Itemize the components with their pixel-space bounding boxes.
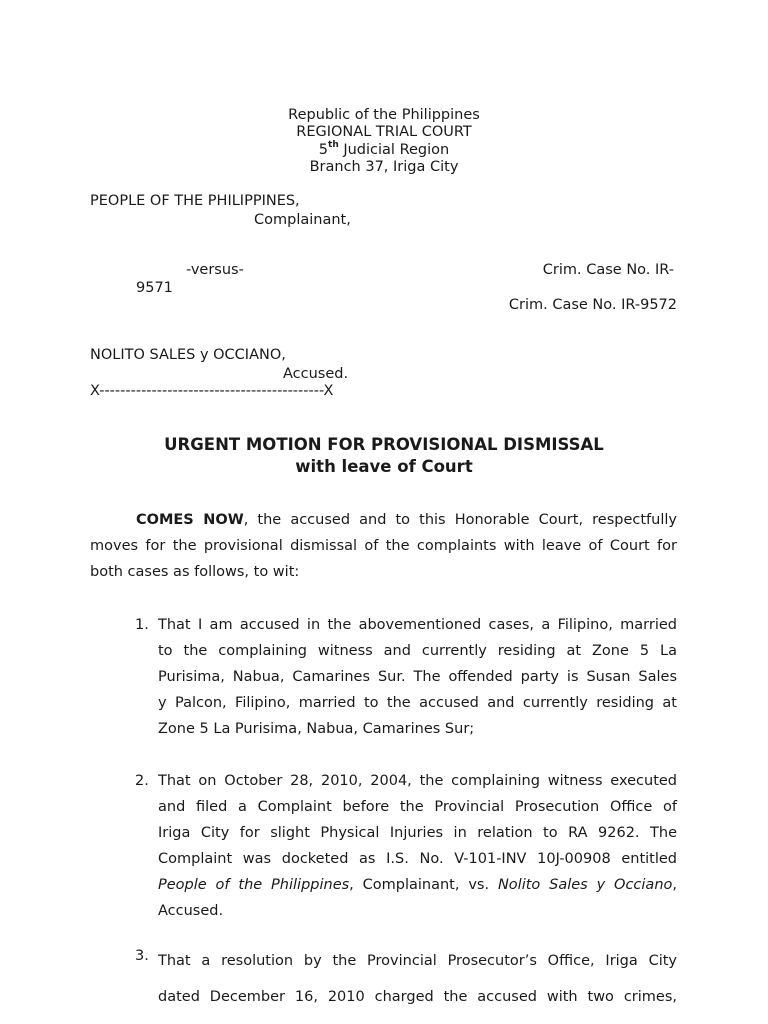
item-line: That I am accused in the abovementioned cases, a Filipino, married	[158, 617, 677, 633]
plaintiff-role: Complainant,	[254, 212, 351, 228]
accused-name: NOLITO SALES y OCCIANO,	[90, 347, 286, 363]
item-line: Zone 5 La Purisima, Nabua, Camarines Sur;	[158, 721, 475, 737]
item-line: Accused.	[158, 903, 224, 919]
accused-role: Accused.	[283, 366, 349, 382]
intro-line-2: moves for the provisional dismissal of the complaints with leave of Court for	[90, 538, 677, 554]
caption-divider: X-------------------------------------------X	[90, 383, 334, 399]
versus-label: -versus-	[186, 262, 244, 278]
case-number-1b: 9571	[136, 280, 173, 296]
item-line: and filed a Complaint before the Provincial Prosecution Office of	[158, 799, 677, 815]
item-line: That on October 28, 2010, 2004, the complaining witness executed	[158, 773, 677, 789]
case-number-1a: Crim. Case No. IR-	[542, 262, 674, 278]
plaintiff-name: PEOPLE OF THE PHILIPPINES,	[90, 193, 300, 209]
item-2-text	[158, 768, 677, 924]
item-1-text	[158, 612, 677, 742]
item-line: to the complaining witness and currently residing at Zone 5 La	[158, 643, 677, 659]
intro-line-1: COMES NOW, the accused and to this Honorable Court, respectfully	[136, 512, 677, 528]
item-2-number: 2.	[135, 773, 149, 789]
intro-paragraph	[90, 507, 677, 585]
item-3-text	[158, 943, 677, 1015]
header-court: REGIONAL TRIAL COURT	[296, 124, 472, 140]
header-republic: Republic of the Philippines	[288, 107, 480, 123]
item-line: Purisima, Nabua, Camarines Sur. The offended party is Susan Sales	[158, 669, 677, 685]
item-line: Complaint was docketed as I.S. No. V-101-INV 10J-00908 entitled	[158, 851, 677, 867]
case-number-2: Crim. Case No. IR-9572	[508, 297, 677, 313]
motion-title: URGENT MOTION FOR PROVISIONAL DISMISSAL	[164, 435, 604, 454]
item-line: y Palcon, Filipino, married to the accused and currently residing at	[158, 695, 677, 711]
item-3-number: 3.	[135, 948, 149, 964]
header-branch: Branch 37, Iriga City	[309, 159, 459, 175]
intro-line-3: both cases as follows, to wit:	[90, 564, 300, 580]
item-line: Iriga City for slight Physical Injuries in relation to RA 9262. The	[158, 825, 677, 841]
header-region: 5th Judicial Region	[318, 140, 450, 158]
item-line: dated December 16, 2010 charged the accused with two crimes,	[158, 989, 677, 1005]
item-1-number: 1.	[135, 617, 149, 633]
item-line: That a resolution by the Provincial Prosecutor’s Office, Iriga City	[158, 953, 677, 969]
motion-subtitle: with leave of Court	[295, 457, 473, 476]
item-line: People of the Philippines, Complainant, vs. Nolito Sales y Occiano,	[158, 877, 677, 893]
